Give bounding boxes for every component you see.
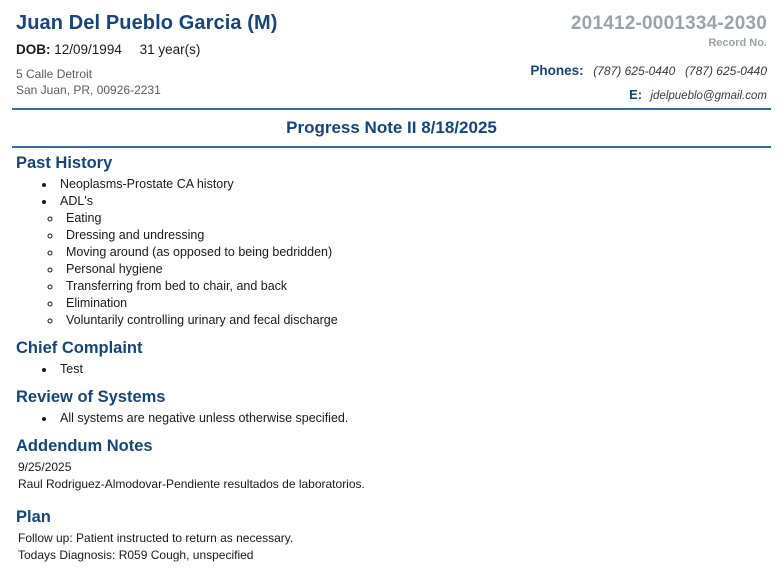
- patient-dob-row: [16, 42, 278, 57]
- email-value: jdelpueblo@gmail.com: [650, 89, 767, 102]
- list-item: • All systems are negative unless otherwise specified.: [56, 410, 767, 427]
- addendum-notes-body: [16, 459, 767, 494]
- patient-age: 31 year(s): [139, 42, 201, 57]
- record-number-label: Record No.: [708, 36, 767, 49]
- phone-primary: (787) 625-0440: [593, 63, 676, 78]
- phone-secondary: (787) 625-0440: [684, 63, 767, 78]
- address-line-1: 5 Calle Detroit: [16, 67, 93, 81]
- plan-title: Plan: [16, 507, 51, 526]
- section-past-history: [16, 154, 767, 329]
- list-item: ◦ Transferring from bed to chair, and back: [62, 278, 767, 295]
- dob-value: 12/09/1994: [54, 42, 122, 57]
- review-of-systems-title: Review of Systems: [16, 387, 166, 406]
- list-item: ◦ Eating: [62, 210, 767, 227]
- section-plan: [16, 508, 767, 565]
- patient-name: Juan Del Pueblo Garcia (M): [16, 12, 278, 34]
- list-item: • ADL's: [56, 193, 767, 210]
- past-history-title: Past History: [16, 153, 113, 172]
- patient-info: [12, 12, 278, 98]
- phones-label: Phones:: [530, 62, 584, 78]
- addendum-notes-title: Addendum Notes: [16, 436, 153, 455]
- chief-complaint-list: [16, 361, 767, 378]
- plan-diagnosis: Todays Diagnosis: R059 Cough, unspecified: [18, 548, 254, 563]
- addendum-text: Raul Rodriguez-Almodovar-Pendiente resultados de laboratorios.: [18, 477, 365, 492]
- chief-complaint-title: Chief Complaint: [16, 338, 143, 357]
- review-of-systems-list: [16, 410, 767, 427]
- plan-followup: Follow up: Patient instructed to return as necessary.: [18, 530, 294, 545]
- section-review-of-systems: [16, 388, 767, 427]
- list-item: ◦ Moving around (as opposed to being bedridden): [62, 244, 767, 261]
- addendum-date: 9/25/2025: [18, 459, 72, 474]
- list-item: ◦ Elimination: [62, 295, 767, 312]
- address-line-2: San Juan, PR, 00926-2231: [16, 83, 161, 98]
- list-item: ◦ Voluntarily controlling urinary and fecal discharge: [62, 312, 767, 329]
- record-info: [530, 12, 771, 102]
- list-item: • Test: [56, 361, 767, 378]
- past-history-list: [16, 176, 767, 210]
- record-number: 201412-0001334-2030: [570, 13, 767, 34]
- patient-email-row: [530, 87, 767, 102]
- adl-list: [16, 210, 767, 329]
- email-label: E:: [629, 86, 643, 102]
- dob-label: DOB:: [16, 42, 51, 57]
- list-item: ◦ Personal hygiene: [62, 261, 767, 278]
- patient-phones: [530, 63, 767, 78]
- section-chief-complaint: [16, 339, 767, 378]
- list-item: • Neoplasms-Prostate CA history: [56, 176, 767, 193]
- note-content: [12, 148, 771, 565]
- section-addendum-notes: [16, 437, 767, 494]
- patient-header: [12, 0, 771, 108]
- patient-address: [16, 66, 278, 98]
- document-title: Progress Note II 8/18/2025: [286, 117, 497, 137]
- list-item: ◦ Dressing and undressing: [62, 227, 767, 244]
